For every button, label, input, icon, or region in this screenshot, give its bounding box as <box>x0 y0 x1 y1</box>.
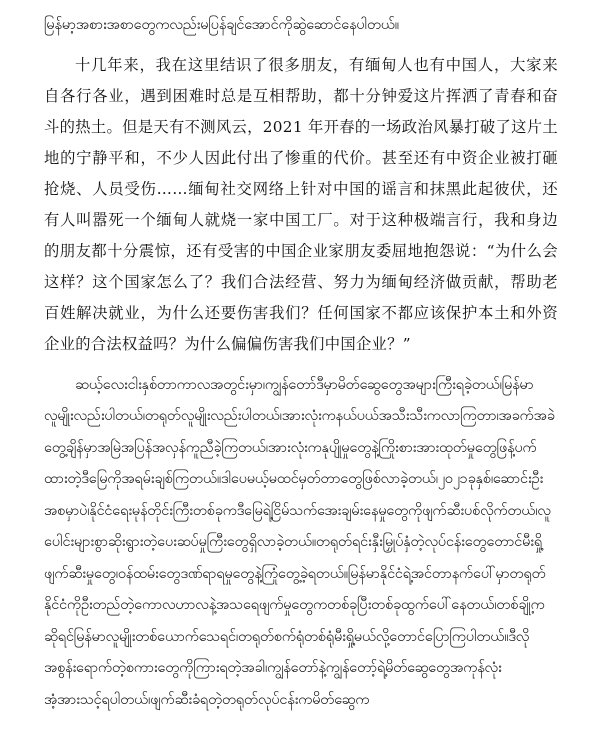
burmese-paragraph-intro: မြန်မာ့အစားအစာတွေကလည်းမပြန်ချင်အောင်ကိုဆွဲဆောင်နေပါတယ်။ <box>44 17 399 33</box>
burmese-paragraph-translation: ဆယ့်လေးငါးနှစ်တာကာလအတွင်းမှာ၊ကျွန်တော်ဒီမှာမိတ်ဆွေတွေအများကြီးရခဲ့တယ်၊မြန်မာလူမျိုးလည်းပါတယ်၊တရုတ်လူမျိုးလည်းပါတယ်၊အားလုံးကနယ်ပယ်အသီးသီးကလာကြတာ၊အခက်အခဲတွေ့ချိန်မှာအမြဲအပြန်အလှန်ကူညီခဲ့ကြတယ်၊အားလုံးကနုပျိုမှုတွေနဲ့ကြိုးစားအားထုတ်မှုတွေဖြန့်ပက်ထားတဲ့ဒီမြေကိုအရမ်းချစ်ကြတယ်။ဒါပေမယ့်မထင်မှတ်တာတွေဖြစ်လာခဲ့တယ်၊၂၀၂၁ခုနှစ်၊ဆောင်းဦးအစမှာပဲ၊နိုင်ငံရေးမုန်တိုင်းကြီးတစ်ခုကဒီမြေရဲ့ငြိမ်သက်အေးချမ်းနေမှုတွေကိုဖျက်ဆီးပစ်လိုက်တယ်၊လူပေါင်းများစွာဆိုးရွားတဲ့ပေးဆပ်မှုကြီးတွေရှိလာခဲ့တယ်။တရုတ်ရင်းနှီးမြှုပ်နှံတဲ့လုပ်ငန်းတွေတောင်မီးရှို့ဖျက်ဆီးမှုတွေ၊ဝန်ထမ်းတွေဒဏ်ရာရမှုတွေနဲ့ကြုံတွေ့ခဲ့ရတယ်။မြန်မာနိုင်ငံရဲ့အင်တာနက်ပေါ်မှာတရုတ်နိုင်ငံကိုဦးတည်တဲ့ကောလဟာလနဲ့အသရေဖျက်မှုတွေကတစ်ခုပြီးတစ်ခုထွက်ပေါ်နေတယ်၊တစ်ချို့ကဆိုရင်မြန်မာလူမျိုးတစ်ယောက်သေရင်၊တရုတ်စက်ရုံတစ်ရုံမီးရှို့မယ်လို့တောင်ပြောကြပါတယ်။ဒီလိုအစွန်းရောက်တဲ့စကားတွေကိုကြားရတဲ့အခါ၊ကျွန်တော်နဲ့ကျွန်တော့်ရဲ့မိတ်ဆွေတွေအကုန်လုံးအံ့အားသင့်ရပါတယ်၊ဖျက်ဆီးခံရတဲ့တရုတ်လုပ်ငန်းကမိတ်ဆွေက <box>44 376 555 708</box>
chinese-paragraph: 十几年来，我在这里结识了很多朋友，有缅甸人也有中国人，大家来自各行各业，遇到困难时总是互相帮助，都十分钟爱这片挥洒了青春和奋斗的热土。但是天有不测风云，2021 年开春的一场政治风暴打破了这片土地的宁静平和，不少人因此付出了惨重的代价。甚至还有中资企业被打砸抢烧、人员受伤……缅甸社交网络上针对中国的谣言和抹黑此起彼伏，还有人叫嚣死一个缅甸人就烧一家中国工厂。对于这种极端言行，我和身边的朋友都十分震惊，还有受害的中国企业家朋友委屈地抱怨说：“为什么会这样？这个国家怎么了？我们合法经营、努力为缅甸经济做贡献，帮助老百姓解决就业，为什么还要伤害我们？任何国家不都应该保护本土和外资企业的合法权益吗？为什么偏偏伤害我们中国企业？” <box>44 55 558 353</box>
